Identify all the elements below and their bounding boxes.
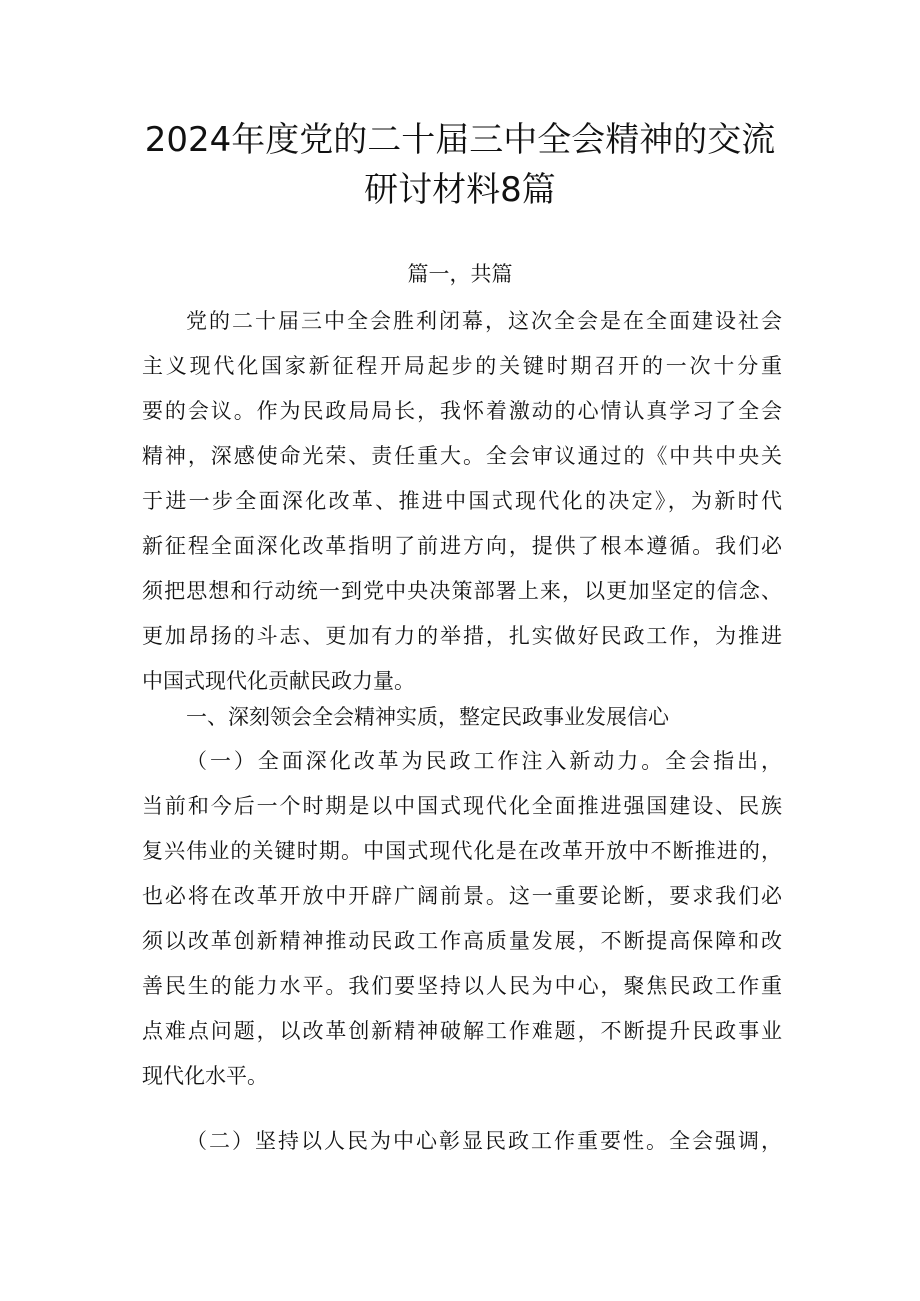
intro-line: 须把思想和行动统一到党中央决策部署上来，以更加坚定的信念、 [142,579,782,603]
intro-line: 中国式现代化贡献民政力量。 [142,669,415,693]
intro-line: 更加昂扬的斗志、更加有力的举措，扎实做好民政工作，为推进 [142,624,782,648]
heading-one: 一、深刻领会全会精神实质，整定民政事业发展信心 [186,705,669,729]
intro-line: 精神，深感使命光荣、责任重大。全会审议通过的《中共中央关 [142,444,782,468]
paragraph-one-line: 点难点问题，以改革创新精神破解工作难题，不断提升民政事业 [142,1019,782,1043]
intro-line: 党的二十届三中全会胜利闭幕，这次全会是在全面建设社会 [186,309,782,333]
paragraph-one-line: （一）全面深化改革为民政工作注入新动力。全会指出， [186,749,782,773]
paragraph-two-line: （二）坚持以人民为中心彰显民政工作重要性。全会强调， [186,1129,782,1153]
section-title: 篇一，共篇 [407,262,513,286]
paragraph-one-line: 复兴伟业的关键时期。中国式现代化是在改革开放中不断推进的， [142,839,782,863]
intro-line: 主义现代化国家新征程开局起步的关键时期召开的一次十分重 [142,354,782,378]
paragraph-one-line: 也必将在改革开放中开辟广阔前景。这一重要论断，要求我们必 [142,884,782,908]
paragraph-one-line: 当前和今后一个时期是以中国式现代化全面推进强国建设、民族 [142,794,782,818]
intro-line: 新征程全面深化改革指明了前进方向，提供了根本遵循。我们必 [142,534,782,558]
paragraph-one-line: 须以改革创新精神推动民政工作高质量发展，不断提高保障和改 [142,929,782,953]
intro-line: 于进一步全面深化改革、推进中国式现代化的决定》，为新时代 [142,489,782,513]
paragraph-one-line: 现代化水平。 [142,1064,268,1088]
paragraph-one-line: 善民生的能力水平。我们要坚持以人民为中心，聚焦民政工作重 [142,974,782,998]
document-title-line-2: 研讨材料8篇 [364,170,556,210]
document-title-line-1: 2024年度党的二十届三中全会精神的交流 [144,120,776,160]
intro-line: 要的会议。作为民政局局长，我怀着激动的心情认真学习了全会 [142,399,782,423]
